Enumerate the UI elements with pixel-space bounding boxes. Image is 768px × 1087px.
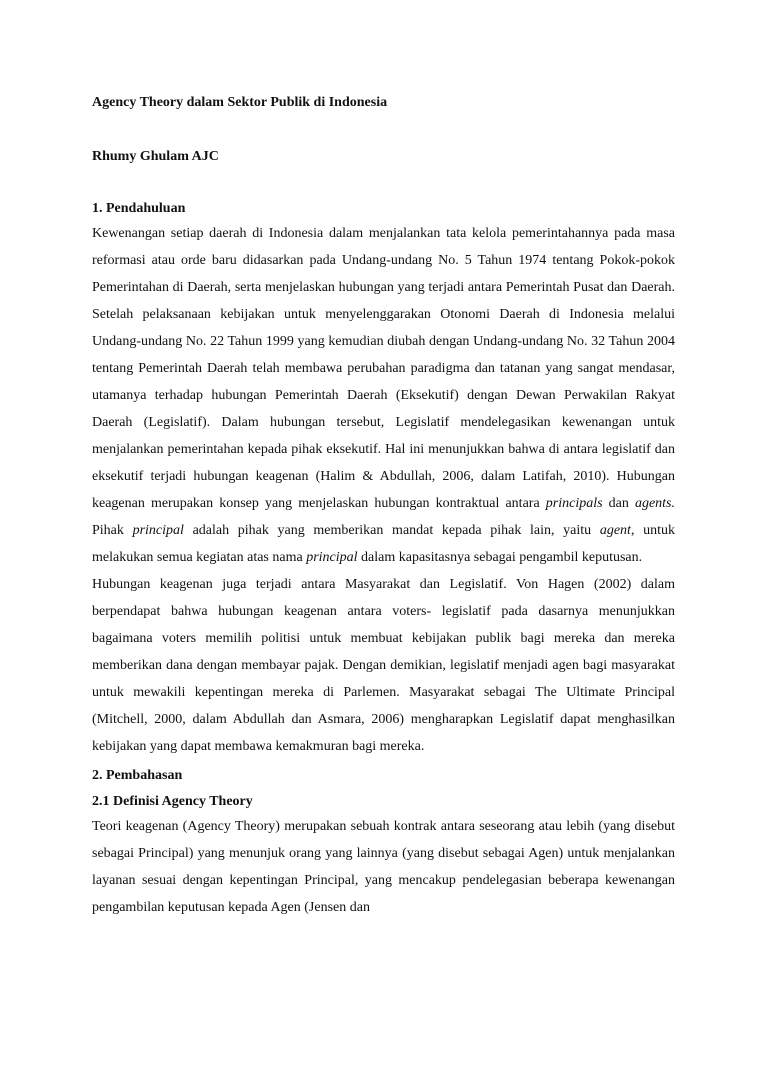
paragraph-text: dan: [602, 496, 635, 511]
italic-term: agents.: [634, 496, 675, 511]
paragraph-text: Kewenangan setiap daerah di Indonesia dalam menjalankan tata kelola pemerintahannya pada masa reformasi atau orde baru didasarkan pada Undang-undang No. 5 Tahun 1974 tentang Pokok-pokok Pemerintahan di Daerah, serta menjelaskan hubungan yang terjadi antara Pemerintah Pusat dan Daerah. Setelah pelaksanaan kebijakan untuk menyelenggarakan Otonomi Daerah di Indonesia melalui Undang-undang No. 22 Tahun 1999 yang kemudian diubah dengan Undang-undang No. 32 Tahun 2004 tentang Pemerintah Daerah telah membawa perubahan paradigma dan tatanan yang sangat mendasar, utamanya terhadap hubungan Pemerintah Daerah (Eksekutif) dengan Dewan Perwakilan Rakyat Daerah (Legislatif). Dalam hubungan tersebut, Legislatif mendelegasikan kewenangan untuk menjalankan pemerintahan kepada pihak eksekutif. Hal ini menunjukkan bahwa di antara legislatif dan eksekutif terjadi hubungan keagenan (Halim & Abdullah, 2006, dalam Latifah, 2010). Hubungan keagenan merupakan konsep yang menjelaskan hubungan kontraktual antara: [92, 226, 675, 511]
document-body: [92, 93, 675, 921]
italic-term: principal: [132, 523, 184, 538]
italic-term: agent: [599, 523, 631, 538]
document-title: Agency Theory dalam Sektor Publik di Indonesia: [92, 95, 388, 110]
paragraph-pendahuluan-1: [92, 220, 675, 571]
italic-term: principal: [306, 550, 358, 565]
paragraph-text: Pihak: [92, 523, 133, 538]
section-heading-pendahuluan: 1. Pendahuluan: [92, 201, 186, 216]
paragraph-text: , untuk melakukan semua kegiatan atas nama: [92, 523, 676, 565]
section-heading-pembahasan: 2. Pembahasan: [92, 768, 183, 783]
paragraph-text: adalah pihak yang memberikan mandat kepada pihak lain, yaitu: [183, 523, 600, 538]
paragraph-definisi-1: Teori keagenan (Agency Theory) merupakan sebuah kontrak antara seseorang atau lebih (yang disebut sebagai Principal) yang menunjuk orang yang lainnya (yang disebut sebagai Agen) untuk menjalankan layanan sesuai dengan kepentingan Principal, yang mencakup pendelegasian beberapa kewenangan pengambilan keputusan kepada Agen (Jensen dan: [92, 819, 675, 915]
subsection-heading-definisi: 2.1 Definisi Agency Theory: [92, 794, 253, 809]
italic-term: principals: [545, 496, 603, 511]
paragraph-text: dalam kapasitasnya sebagai pengambil keputusan.: [357, 550, 643, 565]
paragraph-pendahuluan-2: Hubungan keagenan juga terjadi antara Masyarakat dan Legislatif. Von Hagen (2002) dalam berpendapat bahwa hubungan keagenan antara voters- legislatif pada dasarnya menunjukkan bagaimana voters memilih politisi untuk membuat kebijakan publik bagi mereka dan mereka memberikan dana dengan membayar pajak. Dengan demikian, legislatif menjadi agen bagi masyarakat untuk mewakili kepentingan mereka di Parlemen. Masyarakat sebagai The Ultimate Principal (Mitchell, 2000, dalam Abdullah dan Asmara, 2006) mengharapkan Legislatif dapat menghasilkan kebijakan yang dapat membawa kemakmuran bagi mereka.: [92, 577, 675, 754]
document-author: Rhumy Ghulam AJC: [92, 149, 219, 164]
